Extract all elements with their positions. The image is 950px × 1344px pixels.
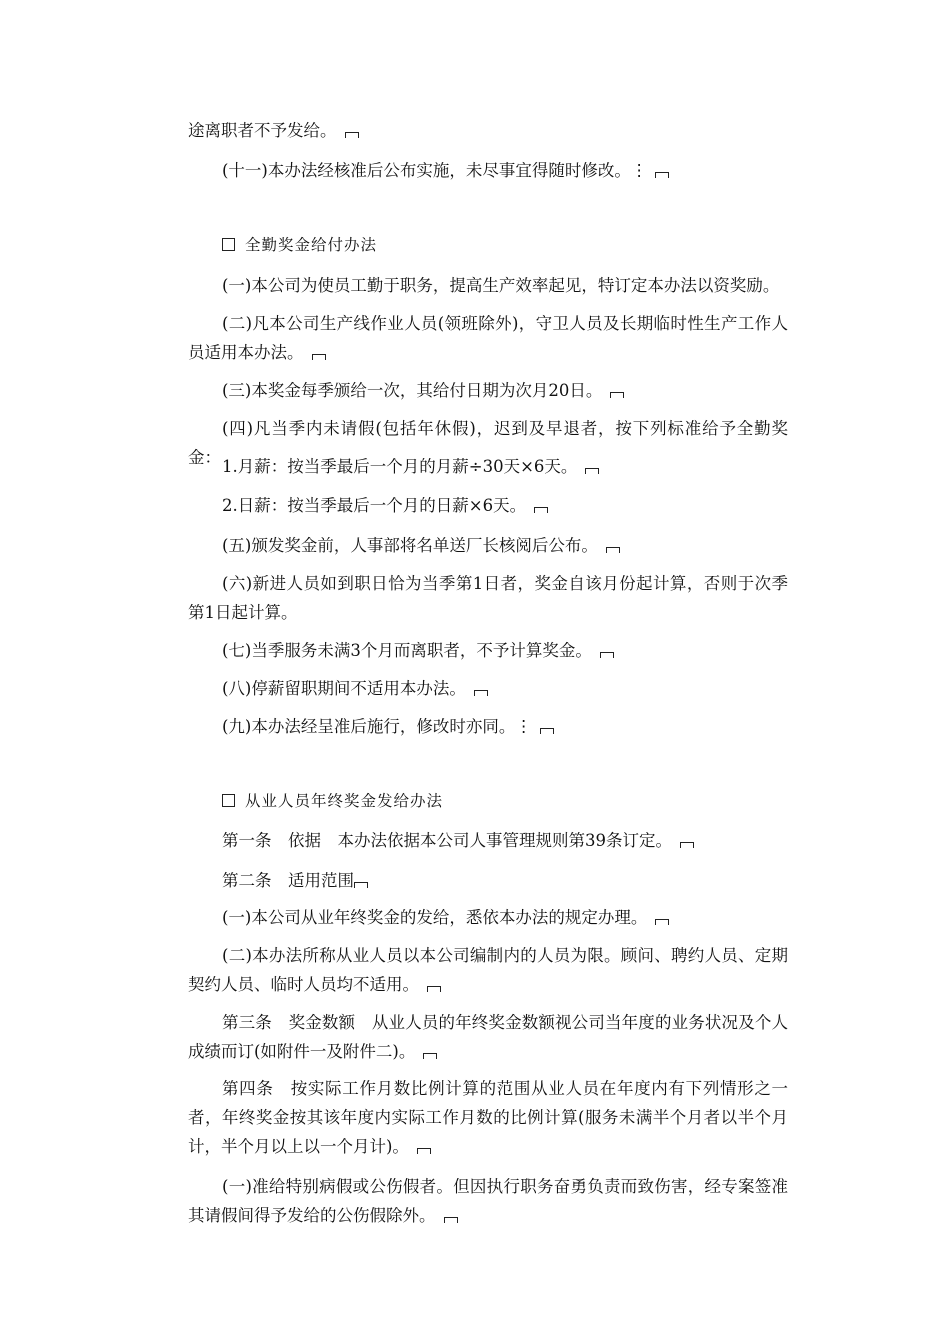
paragraph-mark-icon [585,468,599,474]
paragraph-text: (九)本办法经呈准后施行，修改时亦同。⋮ [222,717,532,736]
paragraph-mark-icon [345,132,359,138]
paragraph [188,1008,788,1066]
paragraph [188,941,788,999]
paragraph-mark-icon [680,842,694,848]
paragraph-text: (七)当季服务未满3个月而离职者，不予计算奖金。 [222,641,592,660]
paragraph-mark-icon [655,172,669,178]
paragraph-mark-icon [417,1148,431,1154]
paragraph-text: (一)本公司为使员工勤于职务，提高生产效率起见，特订定本办法以资奖励。 [222,276,780,295]
paragraph [188,309,788,367]
paragraph [188,491,788,520]
paragraph-text: (一)本公司从业年终奖金的发给，悉依本办法的规定办理。 [222,908,648,927]
paragraph [188,376,788,405]
paragraph-mark-icon [423,1053,437,1059]
paragraph [188,674,788,703]
paragraph-text: (三)本奖金每季颁给一次，其给付日期为次月20日。 [222,381,603,400]
paragraph [188,116,788,145]
paragraph-text: (六)新进人员如到职日恰为当季第1日者，奖金自该月份起计算，否则于次季第1日起计算。 [188,574,788,622]
paragraph [188,636,788,665]
paragraph-mark-icon [610,392,624,398]
heading-text: 从业人员年终奖金发给办法 [245,792,444,810]
checkbox-bullet-icon [222,238,235,251]
paragraph [188,1074,788,1161]
paragraph-text: (十一)本办法经核准后公布实施，未尽事宜得随时修改。⋮ [222,161,648,180]
section-heading [222,231,377,260]
paragraph [188,531,788,560]
paragraph-text: (八)停薪留职期间不适用本办法。 [222,679,466,698]
paragraph [188,1172,788,1230]
paragraph-mark-icon [474,690,488,696]
paragraph-mark-icon [312,354,326,360]
heading-text: 全勤奖金给付办法 [245,236,378,254]
paragraph-text: (二)本办法所称从业人员以本公司编制内的人员为限。顾问、聘约人员、定期契约人员、临时人员均不适用。 [188,946,788,994]
paragraph [188,903,788,932]
paragraph-text: 2.日薪：按当季最后一个月的日薪×6天。 [222,496,527,515]
section-heading [222,787,443,816]
paragraph-mark-icon [540,728,554,734]
paragraph [188,569,788,627]
paragraph [188,712,788,741]
paragraph-text: 1.月薪：按当季最后一个月的月薪÷30天×6天。 [222,457,578,476]
paragraph-mark-icon [655,919,669,925]
paragraph [188,156,788,185]
paragraph-text: 第一条 依据 本办法依据本公司人事管理规则第39条订定。 [222,831,672,850]
paragraph [188,866,788,895]
paragraph-mark-icon [534,507,548,513]
paragraph-mark-icon [427,986,441,992]
paragraph-text: 第四条 按实际工作月数比例计算的范围从业人员在年度内有下列情形之一者，年终奖金按其该年度内实际工作月数的比例计算(服务未满半个月者以半个月计，半个月以上以一个月计)。 [188,1079,788,1156]
paragraph-text: 第三条 奖金数额 从业人员的年终奖金数额视公司当年度的业务状况及个人成绩而订(如附件一及附件二)。 [188,1013,788,1061]
paragraph-text: (五)颁发奖金前，人事部将名单送厂长核阅后公布。 [222,536,598,555]
paragraph-text: 途离职者不予发给。 [188,121,337,140]
paragraph [188,452,788,481]
checkbox-bullet-icon [222,794,235,807]
paragraph-mark-icon [600,652,614,658]
paragraph-text: (一)准给特别病假或公伤假者。但因执行职务奋勇负责而致伤害，经专案签准其请假间得予发给的公伤假除外。 [188,1177,788,1225]
paragraph [188,271,788,300]
paragraph-mark-icon [444,1217,458,1223]
paragraph-mark-icon [354,882,368,888]
paragraph-text: (二)凡本公司生产线作业人员(领班除外)，守卫人员及长期临时性生产工作人员适用本办法。 [188,314,788,362]
paragraph [188,826,788,855]
paragraph-text: 第二条 适用范围 [222,871,354,890]
paragraph-text: (四)凡当季内未请假(包括年休假)，迟到及早退者，按下列标准给予全勤奖金： [188,419,788,467]
paragraph-mark-icon [606,547,620,553]
